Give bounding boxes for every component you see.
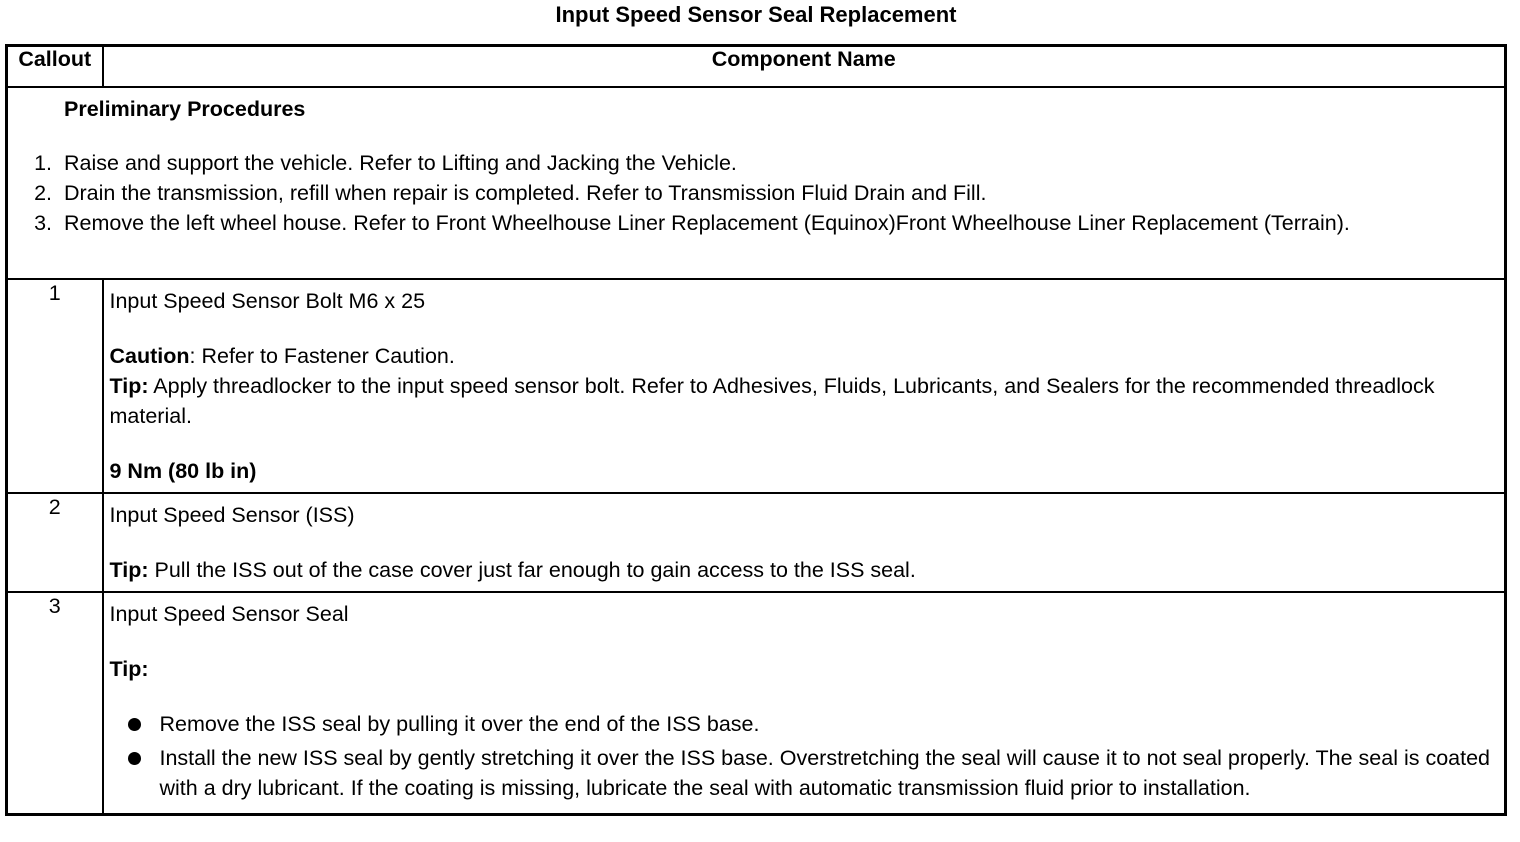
step-text: Raise and support the vehicle. Refer to Lifting and Jacking the Vehicle. xyxy=(64,151,737,175)
tip-label: Tip: xyxy=(109,558,149,582)
preliminary-row xyxy=(7,87,1506,279)
caution-text: : Refer to Fastener Caution. xyxy=(189,344,455,368)
preliminary-procedures xyxy=(7,87,1506,279)
table-row xyxy=(7,493,1506,592)
list-item xyxy=(110,709,1499,739)
torque-spec: 9 Nm (80 lb in) xyxy=(109,459,257,483)
bullet-icon xyxy=(128,752,141,765)
table-row xyxy=(7,592,1506,815)
header-row xyxy=(7,46,1506,88)
bullet-text: Install the new ISS seal by gently stretching it over the ISS base. Overstretching the seal will cause it to not seal properly. The seal is coated with a dry lubricant. If the coating is missing, lubricate the seal with automatic transmission fluid prior to installation. xyxy=(159,746,1491,800)
table-row xyxy=(7,279,1506,493)
step-text: Drain the transmission, refill when repair is completed. Refer to Transmission Fluid Drain and Fill. xyxy=(64,181,987,205)
component-name: Input Speed Sensor Bolt M6 x 25 xyxy=(109,289,426,313)
list-item xyxy=(28,208,1496,238)
component-cell xyxy=(103,493,1506,592)
page-title: Input Speed Sensor Seal Replacement xyxy=(555,2,957,27)
step-number: 1. xyxy=(34,151,52,175)
component-cell xyxy=(103,592,1506,815)
tip-text: Pull the ISS out of the case cover just far enough to gain access to the ISS seal. xyxy=(148,558,916,582)
procedure-table xyxy=(5,44,1507,816)
tip-bullets xyxy=(110,709,1499,803)
bullet-icon xyxy=(128,718,141,731)
callout-header: Callout xyxy=(7,46,103,88)
list-item xyxy=(28,148,1496,178)
callout-cell: 1 xyxy=(7,279,103,493)
step-number: 2. xyxy=(34,181,52,205)
caution-label: Caution xyxy=(109,344,190,368)
callout-cell: 2 xyxy=(7,493,103,592)
tip-text: Apply threadlocker to the input speed sensor bolt. Refer to Adhesives, Fluids, Lubricants, and Sealers for the recommended threadlock material. xyxy=(109,374,1435,428)
step-number: 3. xyxy=(34,211,52,235)
preliminary-heading: Preliminary Procedures xyxy=(64,97,306,121)
component-header: Component Name xyxy=(103,46,1506,88)
component-name: Input Speed Sensor Seal xyxy=(109,602,349,626)
tip-line xyxy=(110,555,1499,585)
tip-label: Tip: xyxy=(109,657,149,681)
list-item xyxy=(28,178,1496,208)
list-item xyxy=(110,743,1499,803)
component-name: Input Speed Sensor (ISS) xyxy=(109,503,355,527)
tip-label: Tip: xyxy=(109,374,149,398)
component-cell xyxy=(103,279,1506,493)
caution-line xyxy=(110,341,1499,371)
bullet-text: Remove the ISS seal by pulling it over the end of the ISS base. xyxy=(159,712,760,736)
callout-cell: 3 xyxy=(7,592,103,815)
tip-line xyxy=(110,371,1499,431)
step-text: Remove the left wheel house. Refer to Front Wheelhouse Liner Replacement (Equinox)Front Wheelhouse Liner Replacement (Terrain). xyxy=(64,211,1350,235)
preliminary-steps xyxy=(28,148,1496,238)
